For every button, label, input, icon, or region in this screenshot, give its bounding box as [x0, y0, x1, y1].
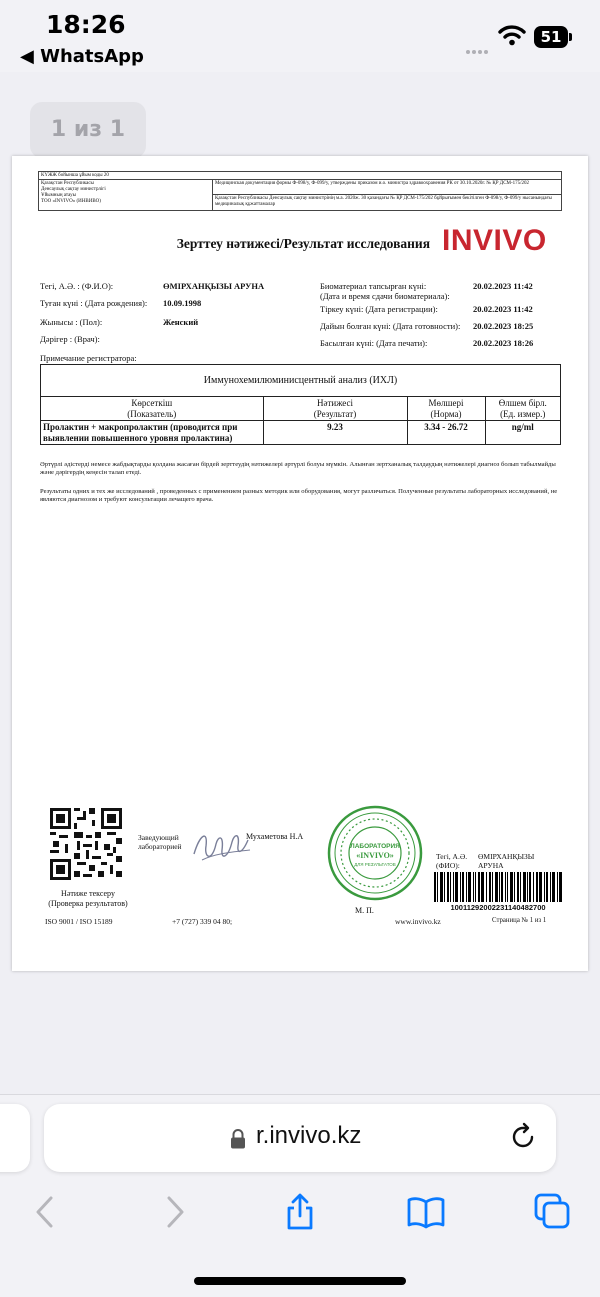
home-indicator[interactable]: [194, 1277, 406, 1285]
page-number: Страница № 1 из 1: [492, 917, 547, 924]
barcode-number: 10011292002231140482700: [450, 903, 546, 912]
ready-date-value: 20.02.2023 18:25: [473, 321, 534, 331]
previous-tab-preview[interactable]: [0, 1104, 30, 1172]
reg-date-label: Тіркеу күні: (Дата регистрации):: [320, 304, 438, 314]
back-to-whatsapp-link[interactable]: ◀ WhatsApp: [20, 46, 144, 67]
dob-value: 10.09.1998: [163, 298, 202, 308]
barcode-icon: [434, 872, 562, 902]
results-section-title: Иммунохемилюминисцентный анализ (ИХЛ): [41, 365, 560, 397]
col-header-unit: Өлшем бірл. (Ед. измер.): [485, 397, 560, 421]
col-header-indicator: Көрсеткіш (Показатель): [41, 397, 263, 421]
print-date-value: 20.02.2023 18:26: [473, 338, 534, 348]
head-of-lab-label: Заведующий лабораторией: [138, 833, 182, 851]
reg-date-value: 20.02.2023 11:42: [473, 304, 533, 314]
unit-cell: ng/ml: [485, 421, 560, 445]
iso-label: ISO 9001 / ISO 15189: [45, 917, 113, 926]
bio-date-label: Биоматериал тапсырған күні:: [320, 281, 427, 291]
table-row: [41, 421, 560, 445]
svg-text:«INVIVO»: «INVIVO»: [356, 851, 394, 860]
indicator-cell: Пролактин + макропролактин (проводится при выявлении повышенного уровня пролактина): [41, 421, 263, 445]
page-counter-badge: 1 из 1: [30, 102, 146, 158]
bio-date-label-ru: (Дата и время сдачи биоматериала):: [320, 291, 450, 301]
invivo-logo: INVIVO: [442, 224, 547, 257]
dob-label: Туған күні : (Дата рождения):: [40, 298, 148, 308]
share-icon[interactable]: [280, 1192, 320, 1232]
fio-value: ӨМІРХАНҚЫЗЫ АРУНА: [478, 852, 535, 870]
doctor-label: Дәрігер : (Врач):: [40, 334, 100, 344]
url-text[interactable]: r.invivo.kz: [256, 1122, 362, 1149]
document-title: Зерттеу нәтижесі/Результат исследования: [176, 236, 430, 251]
qr-code-icon[interactable]: [50, 808, 122, 880]
lab-stamp-seal: [326, 804, 424, 902]
norm-cell: 3.34 - 26.72: [407, 421, 485, 445]
results-table: [40, 364, 561, 445]
bookmarks-icon[interactable]: [406, 1192, 446, 1232]
battery-level: 51: [534, 26, 568, 48]
website-link[interactable]: www.invivo.kz: [395, 917, 441, 926]
col-header-norm: Мөлшері (Норма): [407, 397, 485, 421]
phone-number[interactable]: +7 (727) 339 04 80;: [172, 917, 233, 926]
registrar-note: Примечание регистратора:: [40, 353, 137, 363]
header-left-cell: Қазақстан Республикасы Денсаулық сақтау министрлігі Ұйымның атауы ТОО «INVIVO» (ИНВИВО): [39, 180, 213, 210]
name-value: ӨМІРХАНҚЫЗЫ АРУНА: [163, 281, 265, 291]
document-header-table: [38, 171, 562, 211]
signature-image: [190, 824, 260, 868]
org-code: КҮЖЖ бойынша ұйым коды 20: [39, 172, 561, 180]
reload-icon[interactable]: [508, 1122, 538, 1152]
svg-text:ДЛЯ РЕЗУЛЬТАТОВ: ДЛЯ РЕЗУЛЬТАТОВ: [354, 862, 396, 867]
col-header-result: Нәтижесі (Результат): [263, 397, 407, 421]
sex-label: Жынысы : (Пол):: [40, 317, 103, 327]
mp-label: М. П.: [355, 906, 374, 915]
bio-date-value: 20.02.2023 11:42: [473, 281, 533, 291]
header-right-cell: Медицинская документация формы Ф-098/у, Ф-099/у, утверждены приказом и.о. министра здравоохранения РК от 30.10.2020г. № ҚР ДСМ-175/202 Қазақстан Республикасы Денсаулық сақтау министрінің м.а. 2020ж. 30 қазандағы № ҚР ДСМ-175/202 бұйрығымен бекітілген Ф-098/у, Ф-099/у нысанындағы медициналық құжаттамалар: [213, 180, 561, 210]
forward-icon[interactable]: [154, 1192, 194, 1232]
disclaimer-kz: Әртүрлі әдістерді немесе жабдықтарды қолдана жасаған бірдей зерттеудің нәтижелері әртүрлі болуы мүмкін. Алынған зертханалық талдаудың нәтижелері диагноз болып табылмайды және дәрігердің кеңесін талап етеді.: [40, 461, 556, 476]
tabs-icon[interactable]: [532, 1192, 572, 1232]
ready-date-label: Дайын болған күні: (Дата готовности):: [320, 321, 461, 331]
head-of-lab-name: Мухаметова Н.А: [246, 832, 304, 841]
result-cell: 9.23: [263, 421, 407, 445]
wifi-icon: [498, 24, 526, 46]
fio-label: Тегі, А.Ә. (ФИО):: [436, 852, 468, 870]
cellular-signal-icon: [466, 41, 492, 45]
back-icon[interactable]: [26, 1192, 66, 1232]
qr-caption: Нәтиже тексеру (Проверка результатов): [48, 889, 128, 908]
svg-text:ЛАБОРАТОРИЯ: ЛАБОРАТОРИЯ: [350, 843, 400, 850]
battery-icon: [534, 26, 574, 48]
disclaimer-ru: Результаты одних и тех же исследований , проведенных с применением разных методик или оборудования, могут различаться. Полученные результаты лабораторных исследований, не являются диагнозом и требуют консультации лечащего врача.: [40, 488, 558, 503]
name-label: Тегі, А.Ә. : (Ф.И.О):: [40, 281, 114, 291]
print-date-label: Басылған күні: (Дата печати):: [320, 338, 428, 348]
sex-value: Женский: [163, 317, 199, 327]
lock-icon: [230, 1128, 246, 1150]
status-time: 18:26: [46, 10, 126, 39]
document-page[interactable]: [12, 156, 588, 971]
